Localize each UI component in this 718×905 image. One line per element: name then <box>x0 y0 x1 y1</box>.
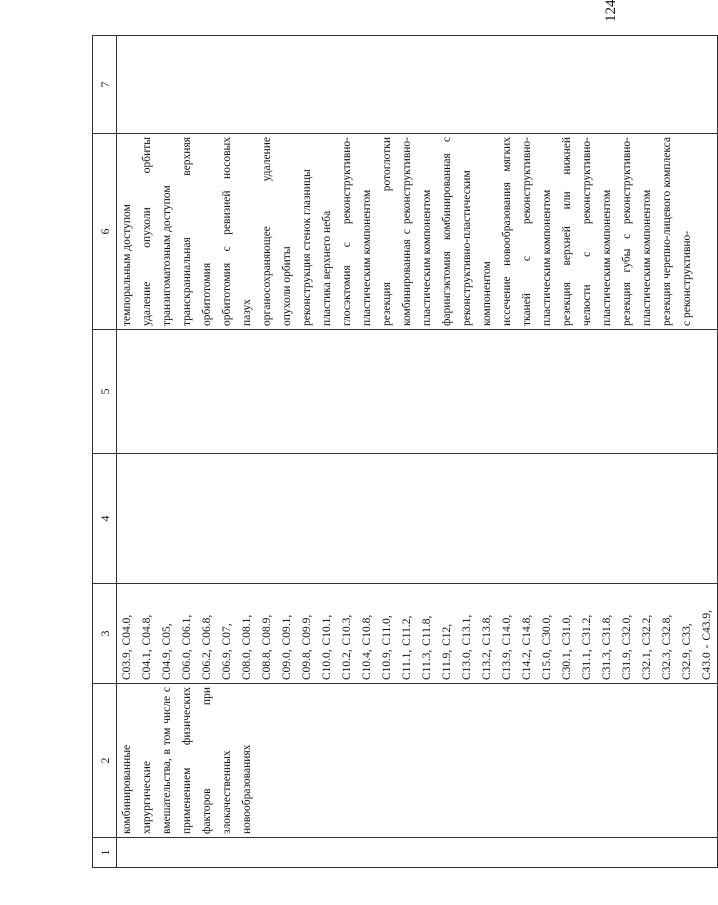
column-header-7: 7 <box>93 36 117 134</box>
diagnosis-code-line: С06.2, С06.8, <box>201 614 213 680</box>
diagnosis-code-line: С11.1, С11.2, <box>401 615 413 680</box>
diagnosis-code-line: С11.9, С12, <box>441 623 453 680</box>
diagnosis-code-line: С13.0, С13.1, <box>461 614 473 680</box>
diagnosis-code-line: С31.9, С32.0, <box>621 614 633 680</box>
column-header-1: 1 <box>93 838 117 868</box>
treatment-method-item: орбитотомия с ревизией носовых пазух <box>221 137 253 326</box>
diagnosis-code-line: С13.9, С14.0, <box>501 614 513 680</box>
diagnosis-code-line: С14.2, С14.8, <box>521 614 533 680</box>
cost-cell <box>117 36 718 134</box>
treatment-method-item: органосохраняющее удаление опухоли орбиты <box>261 137 293 326</box>
treatment-method-item: реконструкция стенок глазницы <box>301 169 313 326</box>
diagnosis-code-line: С04.9, С05, <box>161 623 173 680</box>
diagnosis-code-line: С09.8, С09.9, <box>301 614 313 680</box>
diagnosis-code-line: С15.0, С30.0, <box>541 614 553 680</box>
treatment-method-item: пластика верхнего неба <box>321 210 333 326</box>
diagnosis-code-line: С32.1, С32.2, <box>641 614 653 680</box>
treatment-method-item: темпоральным доступом <box>121 204 133 326</box>
treatment-method-item: резекция губы с реконструктивно-пластическим компонентом <box>621 137 653 326</box>
diagnosis-code-line: С32.9, С33, <box>681 623 693 680</box>
diagnosis-code-line: С03.9, С04.0, <box>121 614 133 680</box>
diagnosis-code-line: С04.1, С04.8, <box>141 614 153 680</box>
patient-model-cell <box>117 454 718 584</box>
table-row <box>117 36 718 868</box>
column-header-2: 2 <box>93 684 117 838</box>
rotated-table-page <box>92 36 713 868</box>
diagnosis-code-line: С06.9, С07, <box>221 623 233 680</box>
page-number: 124 <box>603 0 619 22</box>
diagnosis-code-line: С31.3, С31.8, <box>601 614 613 680</box>
treatment-type-cell <box>117 330 718 454</box>
treatment-method-item: глосэктомия с реконструктивно-пластическим компонентом <box>341 137 373 326</box>
diagnosis-code-line: С06.0, С06.1, <box>181 614 193 680</box>
treatment-method-item: резекция ротоглотки комбинированная с реконструктивно-пластическим компонентом <box>381 137 433 326</box>
column-header-5: 5 <box>93 330 117 454</box>
diagnosis-code-line: С30.1, С31.0, <box>561 614 573 680</box>
treatment-methods-cell <box>117 134 718 330</box>
diagnosis-code-line: С13.2, С13.8, <box>481 614 493 680</box>
diagnosis-code-line: С10.4, С10.8, <box>361 614 373 680</box>
treatment-method-item: удаление опухоли орбиты транзигоматозным доступом <box>141 137 173 326</box>
diagnosis-code-line: С08.8, С08.9, <box>261 614 273 680</box>
diagnosis-code-line: С43.0 - С43.9, <box>701 609 713 680</box>
diagnosis-code-line: С32.3, С32.8, <box>661 614 673 680</box>
column-number-row <box>93 36 117 868</box>
row-number-cell <box>117 838 718 868</box>
diagnosis-code-line: С10.2, С10.3, <box>341 614 353 680</box>
treatment-method-item: транскраниальная верхняя орбитотомия <box>181 137 213 326</box>
treatment-method-item: фарингэктомия комбинированная с реконструктивно-пластическим компонентом <box>441 137 493 326</box>
diagnosis-code-line: С10.0, С10.1, <box>321 614 333 680</box>
medical-procedures-table <box>92 35 718 868</box>
diagnosis-code-line: С11.3, С11.8, <box>421 615 433 680</box>
column-header-6: 6 <box>93 134 117 330</box>
diagnosis-codes-cell <box>117 584 718 684</box>
column-header-4: 4 <box>93 454 117 584</box>
diagnosis-code-line: С08.0, С08.1, <box>241 614 253 680</box>
diagnosis-code-line: С09.0, С09.1, <box>281 614 293 680</box>
intervention-type-cell: комбинированные хирургические вмешательства, в том числе с применением физических факторов при злокачественных новообразованиях <box>117 684 718 838</box>
column-header-3: 3 <box>93 584 117 684</box>
diagnosis-code-line: С31.1, С31.2, <box>581 614 593 680</box>
treatment-method-item: резекция верхней или нижней челюсти с реконструктивно-пластическим компонентом <box>561 137 613 326</box>
treatment-method-item: резекция черепно-лицевого комплекса с реконструктивно- <box>661 137 693 326</box>
treatment-method-item: иссечение новообразования мягких тканей с реконструктивно-пластическим компонентом <box>501 137 553 326</box>
diagnosis-code-line: С10.9, С11.0, <box>381 615 393 680</box>
